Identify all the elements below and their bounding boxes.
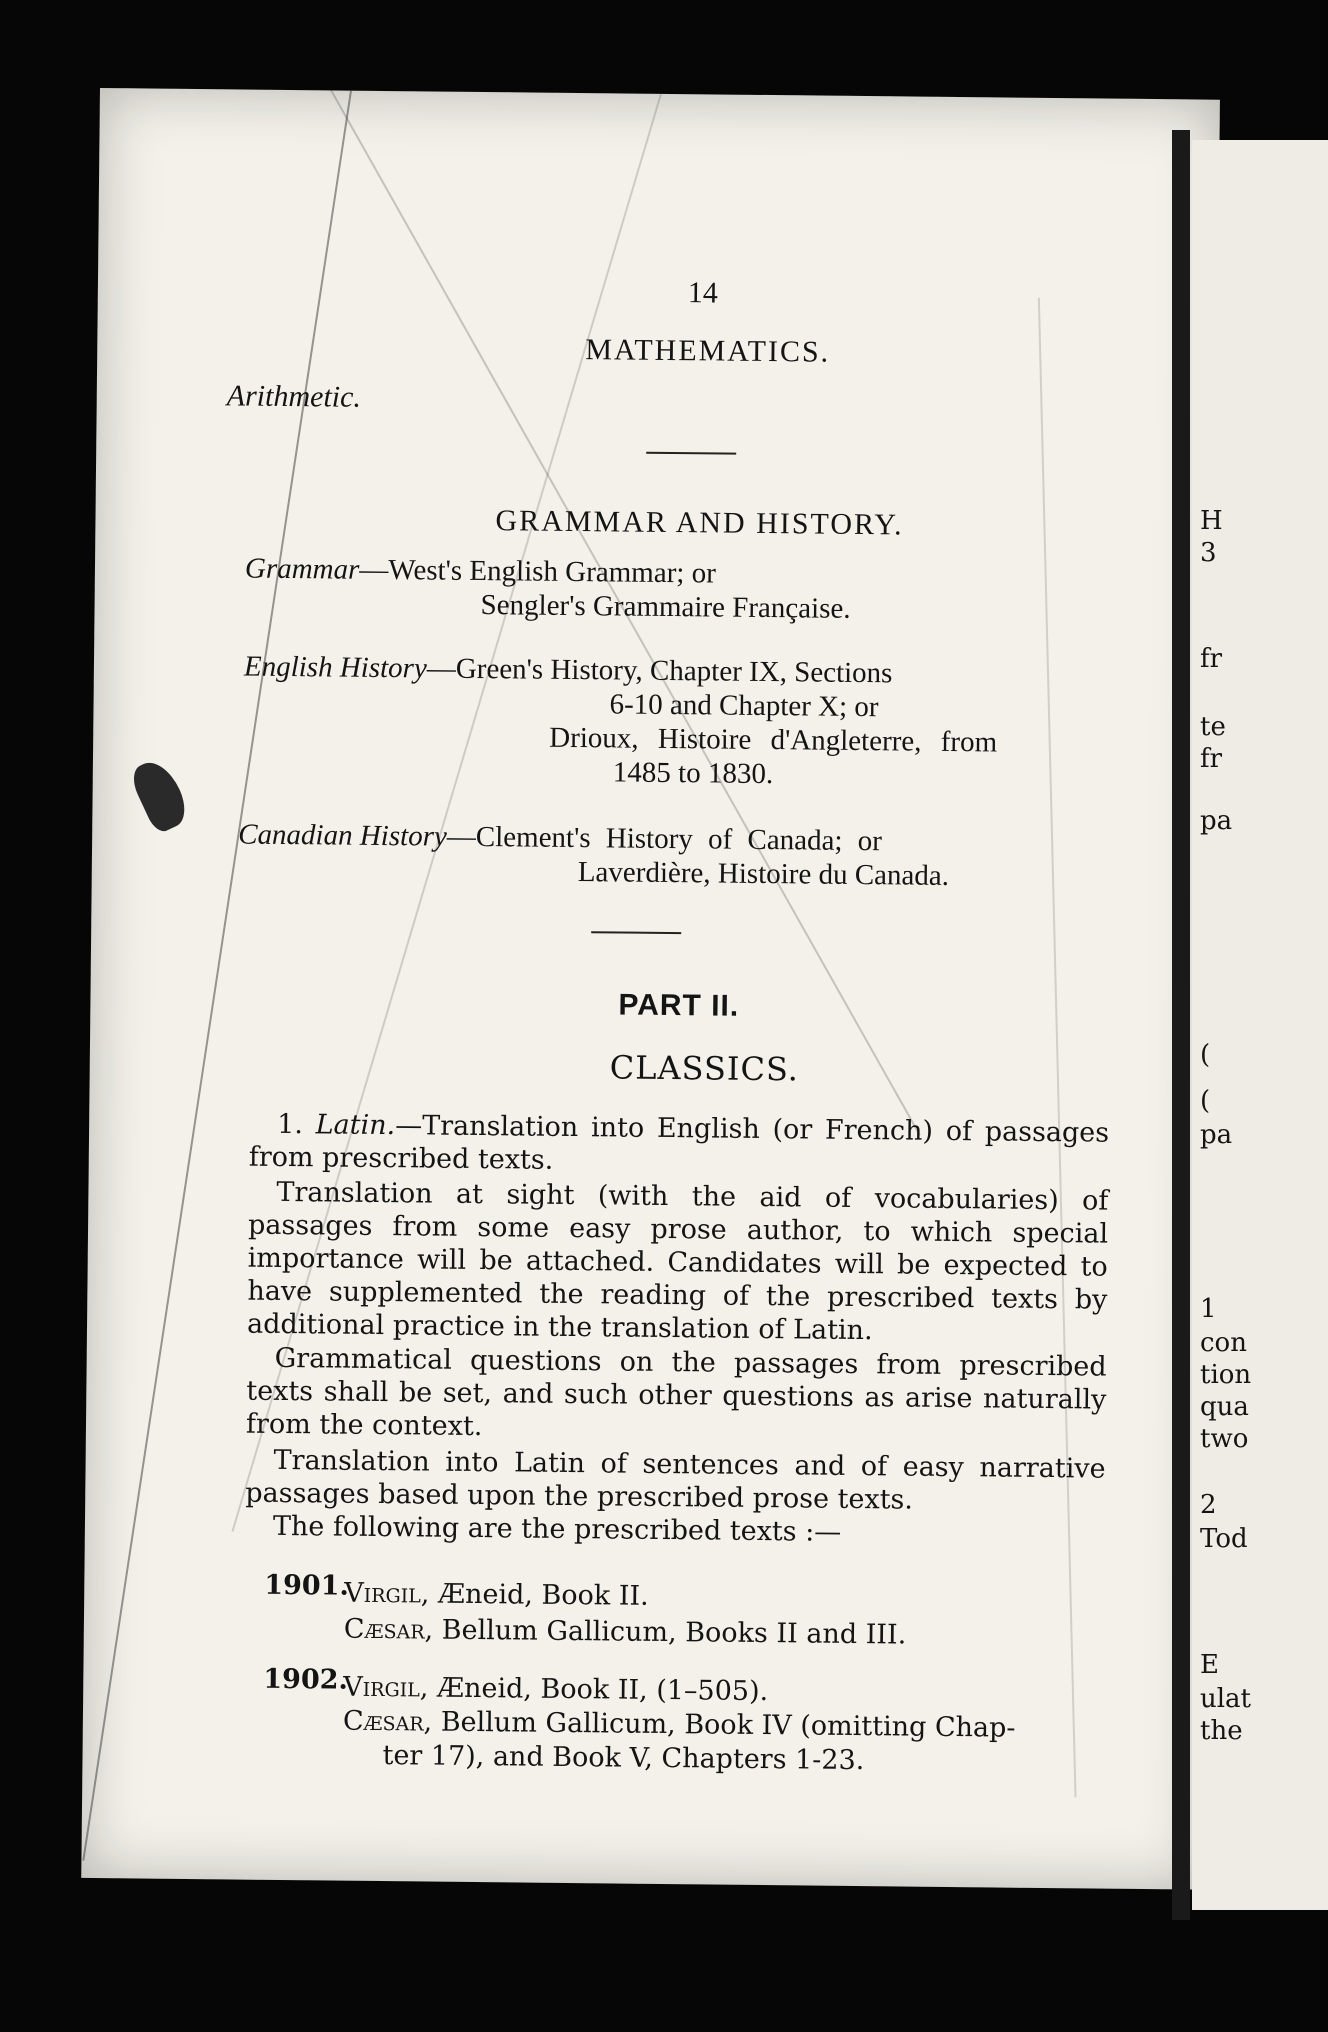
english-history-line-3: Drioux, Histoire d'Angleterre, from [549,721,998,759]
year-1901: 1901. [264,1569,350,1602]
fragment: ( [1200,1040,1211,1070]
mathematics-heading: MATHEMATICS. [585,333,831,369]
year-1902: 1902. [263,1663,349,1696]
english-history-line-3-row [549,721,997,760]
canadian-history-label: Canadian History [238,818,448,853]
english-history-line-2: 6-10 and Chapter X; or [609,688,879,724]
fragment: H [1200,506,1223,536]
canadian-history-entry: Canadian History—Clement's History of Canada; or [238,818,883,858]
latin-composition-paragraph: Translation into Latin of sentences and of easy narrative passages based upon the prescribed prose texts. [245,1444,1106,1516]
part-heading: PART II. [618,988,740,1023]
crease-line [1038,298,1077,1798]
work: , Bellum Gallicum, Books II and III. [424,1614,907,1651]
author: Virgil [343,1671,421,1704]
author: Cæsar [342,1705,424,1738]
fragment: the [1200,1716,1243,1746]
arithmetic-label: Arithmetic. [226,379,362,414]
fragment: 1 [1200,1294,1217,1324]
classics-heading: CLASSICS. [609,1048,800,1089]
fragment: 2 [1200,1490,1217,1520]
grammar-history-heading: GRAMMAR AND HISTORY. [495,504,904,542]
canadian-history-line-2: Laverdière, Histoire du Canada. [577,856,950,892]
page-number: 14 [687,276,719,310]
grammar-line-2: Sengler's Grammaire Française. [480,589,851,625]
work: ter 17), and Book V, Chapters 1-23. [382,1740,865,1777]
canadian-history-line-2-row [578,855,950,893]
grammar-label: Grammar [244,552,360,586]
section-divider [646,452,736,455]
fragment: fr [1200,644,1223,674]
fragment: 3 [1200,538,1217,568]
fragment: ( [1200,1086,1211,1116]
author: Cæsar [343,1613,425,1646]
latin-intro-text: —Translation into English (or French) of passages from prescribed texts. [248,1110,1110,1176]
english-history-label: English History [243,650,427,685]
text-entry [343,1671,768,1708]
english-history-entry: English History—Green's History, Chapter IX, Sections [243,650,893,690]
fragment: two [1200,1424,1249,1454]
section-divider [591,931,681,934]
prescribed-texts-intro: The following are the prescribed texts :— [272,1510,842,1548]
fragment: pa [1200,1120,1233,1150]
text-entry [344,1613,907,1652]
english-history-line-4-row [613,755,774,791]
english-history-line-4: 1485 to 1830. [612,756,774,791]
grammar-entry: Grammar—West's English Grammar; or [244,552,716,590]
work: , Bellum Gallicum, Book IV (omitting Chap- [423,1706,1016,1744]
fragment: fr [1200,744,1223,774]
grammar-line-1: West's English Grammar; or [388,554,716,590]
fragment: con [1200,1328,1247,1358]
grammatical-questions-paragraph: Grammatical questions on the passages from prescribed texts shall be set, and such other questions as arise naturally from the context. [245,1342,1107,1443]
latin-number: 1. [276,1108,304,1141]
work: , Æneid, Book II, (1–505). [419,1672,769,1708]
sight-translation-paragraph: Translation at sight (with the aid of vocabularies) of passages from some easy prose author, to which special importance will be attached. Candidates will be expected to have supplemented the reading of the prescribed texts by additional practice in the translation of Latin. [246,1176,1109,1347]
fragment: pa [1200,806,1233,836]
grammar-line-2-row [480,588,850,626]
fragment: qua [1200,1392,1249,1422]
text-entry [382,1739,864,1777]
adjacent-page [1192,140,1328,1910]
latin-label: Latin. [315,1109,396,1142]
english-history-line-1: Green's History, Chapter IX, Sections [455,652,893,690]
fragment: ulat [1200,1684,1252,1714]
fragment: tion [1200,1360,1252,1390]
text-entry [344,1577,649,1613]
book-spine [1172,130,1190,1920]
author: Virgil [344,1577,422,1610]
fragment: te [1200,712,1226,742]
english-history-line-2-row [609,687,878,724]
fragment: E [1200,1650,1219,1680]
latin-intro-paragraph [249,1108,1110,1183]
book-page [81,88,1223,1890]
work: , Æneid, Book II. [420,1578,649,1612]
text-entry [343,1705,1016,1745]
fragment: Tod [1200,1524,1248,1554]
canadian-history-line-1: Clement's History of Canada; or [475,820,883,858]
